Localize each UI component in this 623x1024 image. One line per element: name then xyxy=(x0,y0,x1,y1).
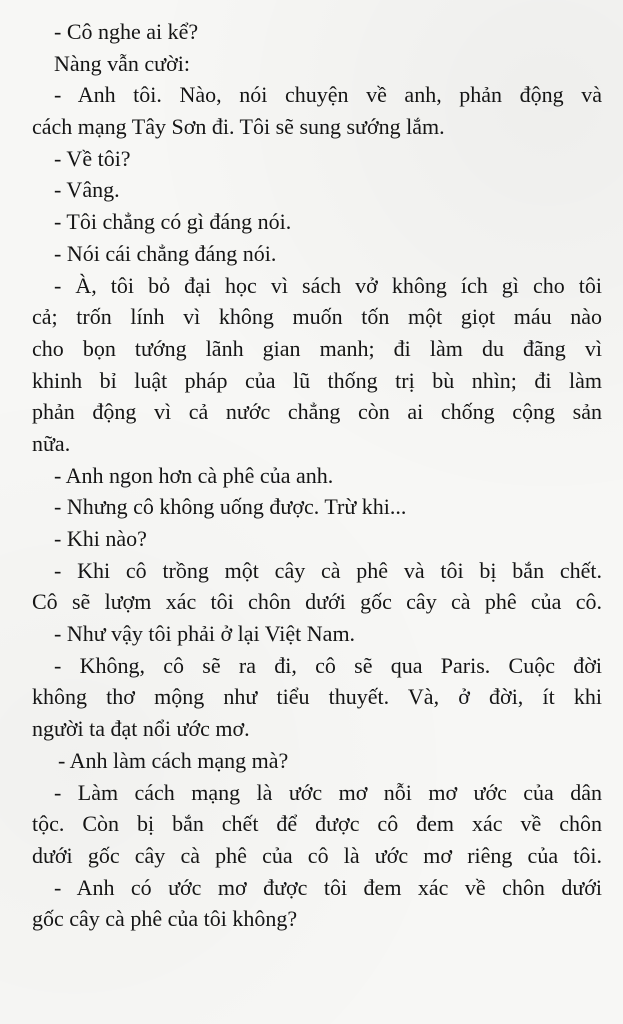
text-line: - Vâng. xyxy=(54,177,120,203)
text-line: cho bọn tướng lãnh gian manh; đi làm du đãng vì xyxy=(32,335,602,361)
text-line: - Cô nghe ai kể? xyxy=(54,19,199,44)
text-line: - Không, cô sẽ ra đi, cô sẽ qua Paris. Cuộc đời xyxy=(54,652,602,678)
text-line: - Nói cái chẳng đáng nói. xyxy=(54,240,277,266)
text-line: - Anh có ước mơ được tôi đem xác về chôn dưới xyxy=(54,874,602,900)
text-line: - Tôi chẳng có gì đáng nói. xyxy=(54,209,292,235)
text-line: - Khi nào? xyxy=(54,526,147,551)
text-line: - Nhưng cô không uống được. Trừ khi... xyxy=(54,494,407,520)
text-line: tộc. Còn bị bắn chết để được cô đem xác về chôn xyxy=(32,811,602,837)
text-line: phản động vì cả nước chẳng còn ai chống cộng sản xyxy=(32,399,602,425)
text-line: gốc cây cà phê của tôi không? xyxy=(32,906,298,932)
text-line: cả; trốn lính vì không muốn tốn một giọt máu nào xyxy=(32,304,602,330)
text-line: người ta đạt nổi ước mơ. xyxy=(32,716,250,742)
text-line: nữa. xyxy=(32,430,71,456)
text-line: - Anh làm cách mạng mà? xyxy=(58,747,289,773)
text-line: - Anh tôi. Nào, nói chuyện về anh, phản động và xyxy=(54,82,602,108)
text-line: - Anh ngon hơn cà phê của anh. xyxy=(54,462,334,488)
text-line: dưới gốc cây cà phê của cô là ước mơ riêng của tôi. xyxy=(32,842,602,868)
text-line: không thơ mộng như tiểu thuyết. Và, ở đời, ít khi xyxy=(32,684,602,710)
text-line: Cô sẽ lượm xác tôi chôn dưới gốc cây cà phê của cô. xyxy=(32,589,602,615)
text-line: - À, tôi bỏ đại học vì sách vở không ích gì cho tôi xyxy=(54,272,602,298)
text-line: cách mạng Tây Sơn đi. Tôi sẽ sung sướng lắm. xyxy=(32,114,445,140)
text-line: - Làm cách mạng là ước mơ nỗi mơ ước của dân xyxy=(54,779,602,805)
text-line: - Về tôi? xyxy=(54,145,131,171)
text-line: - Như vậy tôi phải ở lại Việt Nam. xyxy=(54,621,356,647)
text-line: khinh bỉ luật pháp của lũ thống trị bù nhìn; đi làm xyxy=(32,367,602,393)
text-line: Nàng vẫn cười: xyxy=(54,50,190,76)
text-line: - Khi cô trồng một cây cà phê và tôi bị bắn chết. xyxy=(54,557,602,583)
